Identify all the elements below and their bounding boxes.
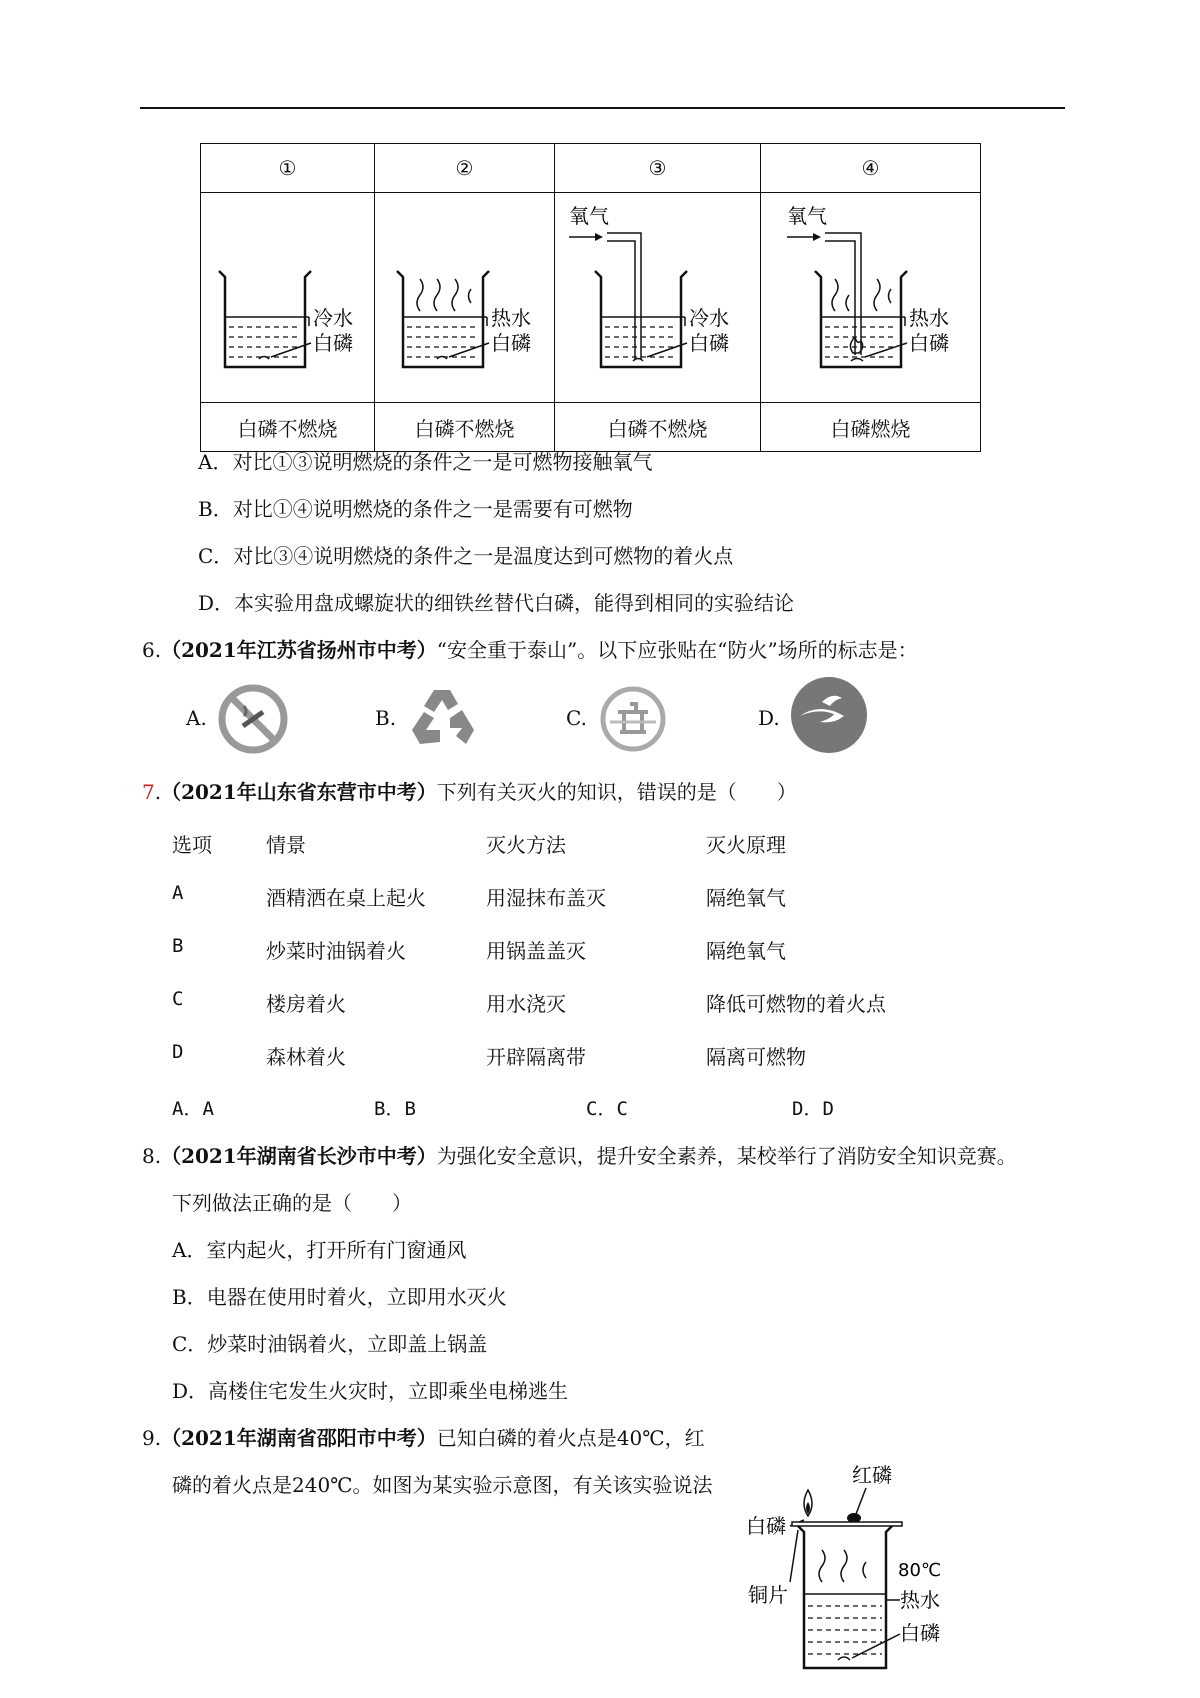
q7-answer-a: A．A — [172, 1098, 214, 1120]
result-cell: 白磷不燃烧 — [555, 403, 761, 452]
q5-option-b: B．对比①④说明燃烧的条件之一是需要有可燃物 — [198, 497, 633, 521]
svg-text:白磷: 白磷 — [491, 331, 531, 355]
recycle-sign-icon — [404, 684, 480, 754]
q9-number: 9. — [142, 1426, 162, 1450]
q7-row-b-option: B — [172, 935, 184, 957]
q6-number: 6. — [142, 638, 162, 662]
q7-number: 7 — [142, 780, 155, 804]
svg-text:冷水: 冷水 — [313, 306, 353, 330]
col-header: ① — [201, 144, 375, 193]
q7-row-a-principle: 隔绝氧气 — [706, 886, 786, 910]
q7-row-c-option: C — [172, 988, 184, 1010]
q6-label-d: D. — [758, 706, 780, 730]
q7-row-d-principle: 隔离可燃物 — [706, 1045, 806, 1069]
q7-row-c-principle: 降低可燃物的着火点 — [706, 992, 886, 1016]
q7-row-c-method: 用水浇灭 — [486, 992, 566, 1016]
q7-header-option: 选项 — [172, 833, 212, 857]
q5-option-d: D．本实验用盘成螺旋状的细铁丝替代白磷，能得到相同的实验结论 — [198, 591, 795, 615]
beaker-hot-water-icon — [375, 193, 554, 397]
svg-text:白磷: 白磷 — [313, 331, 353, 355]
q6-label-c: C. — [566, 706, 587, 730]
q7-row-b-principle: 隔绝氧气 — [706, 939, 786, 963]
q8-option-a: A．室内起火，打开所有门窗通风 — [172, 1238, 467, 1262]
svg-text:白磷: 白磷 — [900, 1621, 940, 1645]
q7-header-principle: 灭火原理 — [706, 833, 786, 857]
q8-stem — [142, 1140, 1017, 1169]
beaker-hot-water-oxygen-icon — [761, 193, 980, 397]
q9-source: （2021年湖南省邵阳市中考） — [161, 1426, 437, 1450]
col-header: ④ — [761, 144, 981, 193]
q8-stem-line2: 下列做法正确的是（ ） — [172, 1191, 412, 1215]
q6-source: （2021年江苏省扬州市中考） — [161, 638, 437, 662]
beaker-figure-1 — [201, 193, 375, 403]
q8-number: 8. — [142, 1144, 162, 1168]
svg-text:白磷: 白磷 — [909, 331, 949, 355]
q7-header-method: 灭火方法 — [486, 833, 566, 857]
q7-row-b-method: 用锅盖盖灭 — [486, 939, 586, 963]
beaker-figure-3 — [555, 193, 761, 403]
q7-row-c-scene: 楼房着火 — [266, 992, 346, 1016]
q9-stem — [142, 1422, 705, 1451]
q7-answer-d: D．D — [792, 1098, 834, 1120]
q9-stem-line2: 磷的着火点是240℃。如图为某实验示意图，有关该实验说法 — [172, 1473, 713, 1497]
q7-answer-c: C．C — [586, 1098, 628, 1120]
q7-row-a-method: 用湿抹布盖灭 — [486, 886, 606, 910]
q7-stem — [142, 776, 797, 805]
col-header: ③ — [555, 144, 761, 193]
svg-text:红磷: 红磷 — [852, 1463, 892, 1487]
beaker-cold-water-icon — [201, 193, 374, 397]
q8-text: 为强化安全意识，提升安全素养，某校举行了消防安全知识竞赛。 — [436, 1144, 1017, 1168]
result-cell: 白磷燃烧 — [761, 403, 981, 452]
svg-text:热水: 热水 — [491, 306, 531, 330]
q6-label-a: A. — [186, 706, 207, 730]
q7-answer-b: B．B — [374, 1098, 416, 1120]
experiment-table — [200, 143, 981, 452]
q8-source: （2021年湖南省长沙市中考） — [161, 1144, 437, 1168]
q7-header-scene: 情景 — [266, 833, 306, 857]
q7-source: （2021年山东省东营市中考） — [161, 780, 437, 804]
header-rule — [140, 107, 1065, 109]
q6-text: “安全重于泰山”。以下应张贴在“防火”场所的标志是： — [436, 638, 918, 662]
copper-sheet — [792, 1522, 902, 1526]
svg-text:热水: 热水 — [909, 306, 949, 330]
q6-stem — [142, 634, 918, 663]
result-cell: 白磷不燃烧 — [201, 403, 375, 452]
q7-row-b-scene: 炒菜时油锅着火 — [266, 939, 406, 963]
q7-dot: . — [154, 780, 162, 804]
q8-option-d: D．高楼住宅发生火灾时，立即乘坐电梯逃生 — [172, 1379, 569, 1403]
q7-row-d-scene: 森林着火 — [266, 1045, 346, 1069]
col-header: ② — [375, 144, 555, 193]
beaker-figure-4 — [761, 193, 981, 403]
svg-text:80℃: 80℃ — [898, 1560, 942, 1581]
q9-experiment-figure — [740, 1460, 970, 1688]
beaker-figure-2 — [375, 193, 555, 403]
svg-text:氧气: 氧气 — [787, 204, 827, 228]
q7-row-a-scene: 酒精洒在桌上起火 — [266, 886, 426, 910]
result-cell: 白磷不燃烧 — [375, 403, 555, 452]
svg-text:白磷: 白磷 — [689, 331, 729, 355]
beaker-cold-water-oxygen-icon — [555, 193, 760, 397]
svg-text:铜片: 铜片 — [748, 1583, 788, 1607]
svg-text:冷水: 冷水 — [689, 306, 729, 330]
svg-text:氧气: 氧气 — [569, 204, 609, 228]
water-saving-sign-icon — [596, 682, 670, 756]
q5-option-c: C．对比③④说明燃烧的条件之一是温度达到可燃物的着火点 — [198, 544, 734, 568]
q9-text: 已知白磷的着火点是40℃，红 — [436, 1426, 705, 1450]
q8-option-b: B．电器在使用时着火，立即用水灭火 — [172, 1285, 507, 1309]
q7-row-d-method: 开辟隔离带 — [486, 1045, 586, 1069]
q8-option-c: C．炒菜时油锅着火，立即盖上锅盖 — [172, 1332, 488, 1356]
q5-option-a: A．对比①③说明燃烧的条件之一是可燃物接触氧气 — [198, 450, 653, 474]
q7-row-d-option: D — [172, 1041, 184, 1063]
q7-row-a-option: A — [172, 882, 184, 904]
q6-label-b: B. — [375, 706, 397, 730]
q7-text: 下列有关灭火的知识，错误的是（ ） — [436, 780, 797, 804]
svg-text:热水: 热水 — [900, 1588, 940, 1612]
svg-text:白磷: 白磷 — [746, 1514, 786, 1538]
energy-saving-sign-icon — [786, 672, 872, 758]
no-smoking-sign-icon — [216, 682, 290, 756]
